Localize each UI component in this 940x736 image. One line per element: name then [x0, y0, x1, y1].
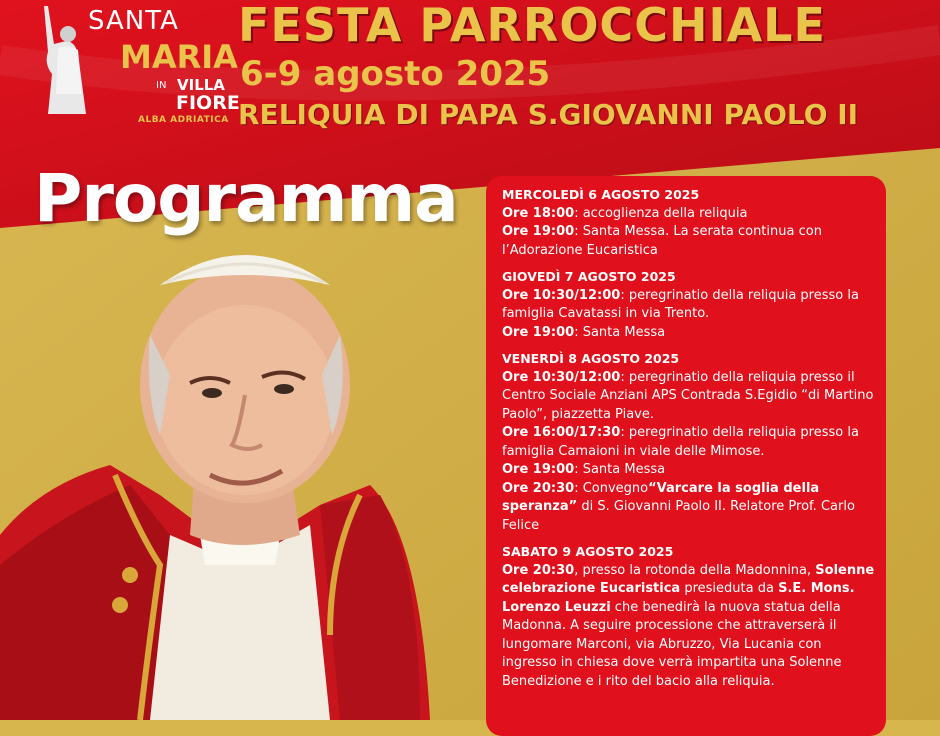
event-title: FESTA PARROCCHIALE: [238, 0, 826, 52]
time-label: Ore 19:00: [502, 324, 575, 340]
item-text: : accoglienza della reliquia: [574, 205, 748, 221]
item-text: : Santa Messa: [574, 324, 666, 340]
item-text: presieduta da: [680, 581, 779, 596]
celebrant-name: S.E. Mons. Lorenzo Leuzzi: [502, 581, 855, 615]
logo-maria: MARIA: [120, 38, 238, 76]
time-label: Ore 10:30/12:00: [502, 369, 621, 385]
time-label: Ore 20:30: [502, 562, 575, 578]
logo-fiore: FIORE: [176, 92, 240, 114]
item-text: : peregrinatio della reliquia presso la famiglia Camaioni in viale delle Mimose.: [502, 425, 859, 459]
programma-heading: Programma: [34, 160, 458, 237]
item-text: che benedirà la nuova statua della Madonna. A seguire processione che attraverserà il lungomare Marconi, via Abruzzo, Via Lucania con ingresso in chiesa dove verrà impartita una Solenne Benedizione e i rito del bacio alla reliquia.: [502, 599, 842, 689]
logo-villa: VILLA: [177, 76, 225, 94]
time-label: Ore 20:30: [502, 480, 575, 496]
logo-in: IN: [156, 80, 167, 91]
event-subtitle: RELIQUIA DI PAPA S.GIOVANNI PAOLO II: [238, 98, 859, 131]
schedule-item: [502, 324, 876, 343]
logo-santa: SANTA: [88, 6, 179, 36]
schedule-day: [502, 543, 876, 691]
schedule-day: [502, 268, 876, 342]
item-text: : Santa Messa: [574, 462, 666, 477]
item-text: di S. Giovanni Paolo II. Relatore Prof. Carlo Felice: [502, 499, 855, 533]
day-heading: MERCOLEDÌ 6 AGOSTO 2025: [502, 187, 700, 202]
schedule-day: [502, 350, 876, 535]
schedule-panel: [486, 176, 886, 736]
time-label: Ore 19:00: [502, 224, 575, 239]
item-text: , presso la rotonda della Madonnina,: [574, 562, 816, 578]
item-text: : peregrinatio della reliquia presso il Centro Sociale Anziani APS Contrada S.Egidio “di Martino Paolo”, piazzetta Piave.: [502, 369, 874, 422]
event-dates: 6-9 agosto 2025: [240, 54, 551, 94]
day-heading: VENERDÌ 8 AGOSTO 2025: [502, 351, 680, 366]
schedule-item: [502, 562, 876, 692]
conference-title: “Varcare la soglia della speranza”: [502, 480, 820, 514]
parish-logo: [30, 0, 240, 130]
celebration-title: Solenne celebrazione Eucaristica: [502, 562, 875, 596]
item-text: : peregrinatio della reliquia presso la famiglia Cavatassi in via Trento.: [502, 287, 859, 321]
item-text: : Convegno: [574, 480, 649, 496]
logo-location: ALBA ADRIATICA: [138, 115, 229, 125]
day-heading: SABATO 9 AGOSTO 2025: [502, 544, 674, 559]
time-label: Ore 18:00: [502, 205, 575, 221]
schedule-item: [502, 461, 876, 480]
schedule-item: [502, 205, 876, 224]
schedule-item: [502, 369, 876, 425]
pope-portrait: [0, 235, 480, 720]
schedule-item: [502, 424, 876, 461]
item-text: : Santa Messa. La serata continua con l’Adorazione Eucaristica: [502, 224, 822, 258]
schedule-item: [502, 480, 876, 536]
time-label: Ore 19:00: [502, 462, 575, 477]
schedule-item: [502, 287, 876, 324]
time-label: Ore 10:30/12:00: [502, 287, 621, 303]
schedule-day: [502, 186, 876, 260]
time-label: Ore 16:00/17:30: [502, 425, 621, 440]
day-heading: GIOVEDÌ 7 AGOSTO 2025: [502, 269, 676, 284]
schedule-item: [502, 223, 876, 260]
